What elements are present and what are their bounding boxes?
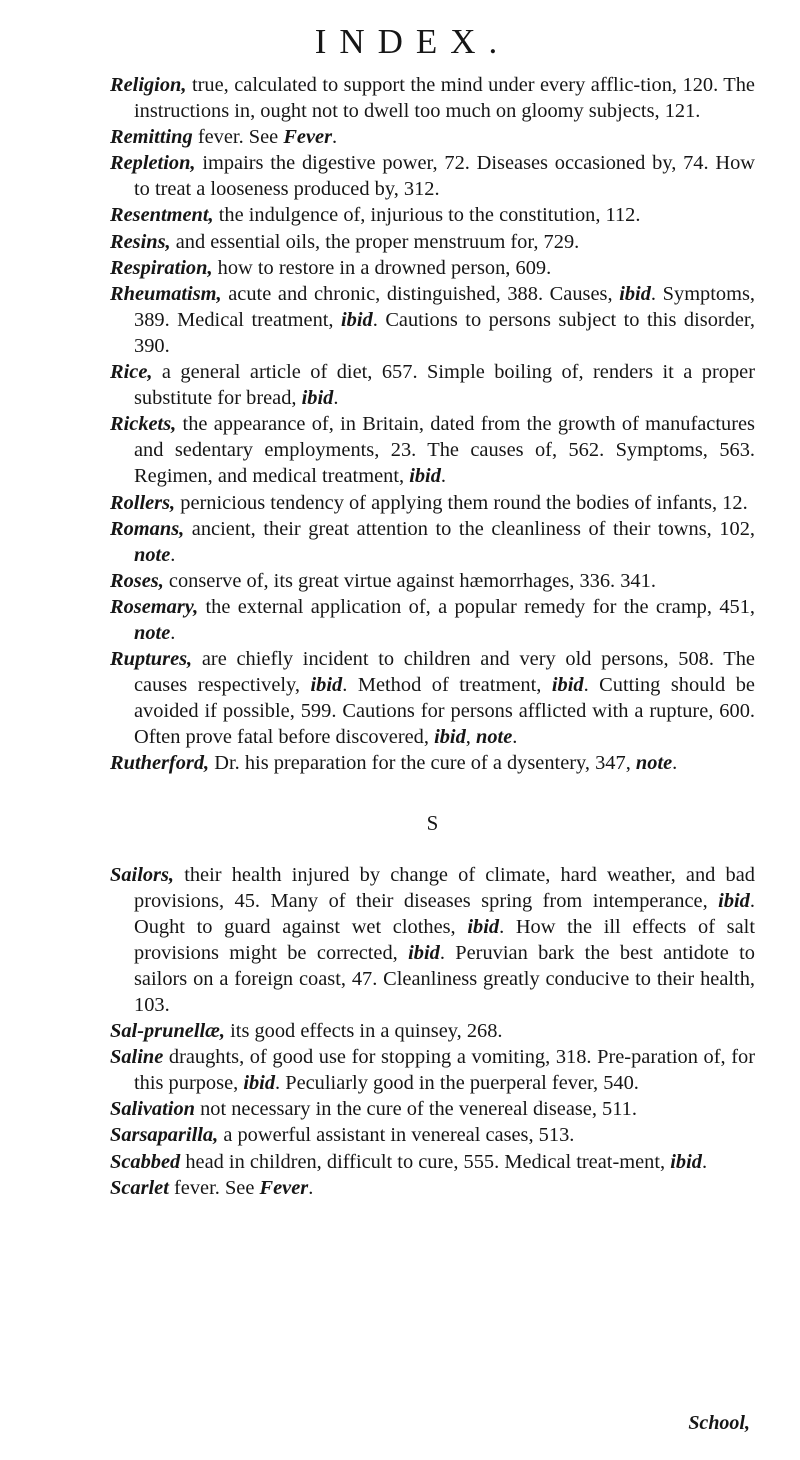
index-entry [110,490,755,516]
index-entry [110,1175,755,1201]
entry-reference-italic: ibid [408,941,440,964]
entry-headword: Rice, [110,361,153,384]
index-entry [110,594,755,646]
entry-reference-italic: ibid [301,387,334,410]
entry-text: . [672,752,678,775]
entry-text: conserve of, its great virtue against hæmorrhages, 336. 341. [163,569,656,592]
entry-reference-italic: ibid [243,1072,276,1095]
entry-text: fever. See [192,126,284,149]
entry-text: Dr. his preparation for the cure of a dysentery, 347, [209,752,636,775]
entry-text: its good effects in a quinsey, 268. [225,1020,503,1043]
entry-reference-italic: note [635,752,673,775]
entry-text: pernicious tendency of applying them round the bodies of infants, 12. [175,491,748,514]
entry-text: . Peruvian bark the best antidote to sailors on a foreign coast, 47. Cleanliness greatly conducive to their health, 103. [134,941,756,1016]
entry-reference-italic: ibid [718,889,750,912]
entry-text: impairs the digestive power, 72. Diseases occasioned by, 74. How to treat a looseness produced by, 312. [134,152,755,201]
entry-reference-italic: Fever [283,126,332,149]
entry-text: . [170,543,176,566]
entry-headword: Repletion, [110,152,196,175]
entry-headword: Rollers, [110,491,176,514]
entry-text: the indulgence of, injurious to the constitution, 112. [213,204,641,227]
entry-headword: Scabbed [110,1150,181,1173]
entry-text: acute and chronic, distinguished, 388. Causes, [221,282,620,305]
index-entry [110,124,755,150]
index-entry [110,750,755,776]
entry-text: how to restore in a drowned person, 609. [212,256,552,279]
entry-headword: Roses, [110,569,164,592]
entry-headword: Rickets, [110,413,177,436]
entry-reference-italic: note [476,726,513,749]
entry-reference-italic: ibid [551,674,584,697]
entry-text: . Method of treatment, [342,674,552,697]
entry-text: head in children, difficult to cure, 555. Medical treat-ment, [180,1150,671,1173]
entry-text: . [332,126,338,149]
entry-text: and essential oils, the proper menstruum for, 729. [170,230,580,253]
entry-text: draughts, of good use for stopping a vomiting, 318. Pre-paration of, for this purpose, [134,1046,755,1095]
catchword: School, [688,1412,750,1434]
running-head: INDEX. [314,22,511,61]
entry-headword: Resins, [110,230,171,253]
entry-reference-italic: ibid [467,915,500,938]
entry-headword: Romans, [110,517,185,540]
entry-reference-italic: ibid [670,1150,702,1173]
index-entry [110,229,755,255]
entry-reference-italic: ibid [619,282,651,305]
entry-text: the appearance of, in Britain, dated from the growth of manufactures and sedentary employments, 23. The causes of, 562. Symptoms, 563. Regimen, and medical treatment, [134,413,755,488]
entry-text: are chiefly incident to children and very old persons, 508. The causes respectively, [134,648,755,697]
index-entry [110,1149,755,1175]
entry-text: the external application of, a popular remedy for the cramp, 451, [198,595,755,618]
entry-text: their health injured by change of climate, hard weather, and bad provisions, 45. Many of their diseases spring from intemperance, [134,863,755,912]
entry-reference-italic: ibid [434,726,466,749]
entry-headword: Sarsaparilla, [110,1124,219,1147]
entry-reference-italic: ibid [409,465,441,488]
entry-headword: Ruptures, [110,648,193,671]
entry-text: . [308,1176,314,1199]
entry-text: . [701,1150,708,1173]
entries-r [110,72,755,777]
index-entry [110,72,755,124]
index-entry [110,150,755,202]
entry-text: . Symptoms, 389. Medical treatment, [134,282,756,331]
entry-headword: Sal-prunellæ, [110,1020,226,1043]
entry-text: . How the ill effects of salt provisions might be corrected, [134,915,755,964]
entry-reference-italic: ibid [310,674,343,697]
entry-headword: Scarlet [110,1176,169,1199]
entry-headword: Rutherford, [110,752,210,775]
entry-text: . [512,726,518,749]
index-entry [110,359,755,411]
entry-text: . Ought to guard against wet clothes, [134,889,755,938]
section-letter: S [426,810,439,835]
index-entry [110,1122,755,1148]
entry-text: . Cutting should be avoided if possible, 599. Cautions for persons afflicted with a rupture, 600. Often prove fatal before discovered, [134,674,755,749]
index-entry [110,516,755,568]
entry-text: . Peculiarly good in the puerperal fever, 540. [275,1072,639,1095]
entry-text: . [440,465,447,488]
index-entry [110,255,755,281]
index-entry [110,411,755,489]
entry-text: ancient, their great attention to the cleanliness of their towns, 102, [184,517,755,540]
entry-text: . [333,387,339,410]
entry-reference-italic: Fever [259,1176,309,1199]
entry-text: a powerful assistant in venereal cases, 513. [218,1124,575,1147]
entry-text: . Cautions to persons subject to this disorder, 390. [134,308,756,357]
entry-headword: Sailors, [110,863,175,886]
entry-text: . [170,621,176,644]
entries-s [110,862,755,1201]
entry-text: , [465,726,476,749]
entry-headword: Resentment, [110,204,214,227]
entry-headword: Salivation [110,1098,195,1121]
index-entry [110,1096,755,1122]
entry-headword: Religion, [110,74,187,96]
index-entry [110,862,755,1019]
entry-headword: Rheumatism, [110,282,222,305]
entry-headword: Remitting [110,126,193,149]
entry-text: not necessary in the cure of the venereal disease, 511. [194,1098,637,1121]
index-entry [110,568,755,594]
entry-text: a general article of diet, 657. Simple boiling of, renders it a proper substitute for bread, [134,361,755,410]
entry-reference-italic: note [134,621,171,644]
entry-headword: Saline [110,1046,164,1069]
entry-text: fever. See [168,1176,260,1199]
entry-reference-italic: note [134,543,171,566]
index-entry [110,202,755,228]
index-entry [110,1044,755,1096]
index-entry [110,646,755,750]
index-entry [110,281,755,359]
entry-headword: Rosemary, [110,595,199,618]
index-entry [110,1018,755,1044]
entry-reference-italic: ibid [341,308,373,331]
entry-headword: Respiration, [110,256,213,279]
entry-text: true, calculated to support the mind under every afflic-tion, 120. The instructions in, ought not to dwell too much on gloomy subjects, 121. [134,74,755,123]
